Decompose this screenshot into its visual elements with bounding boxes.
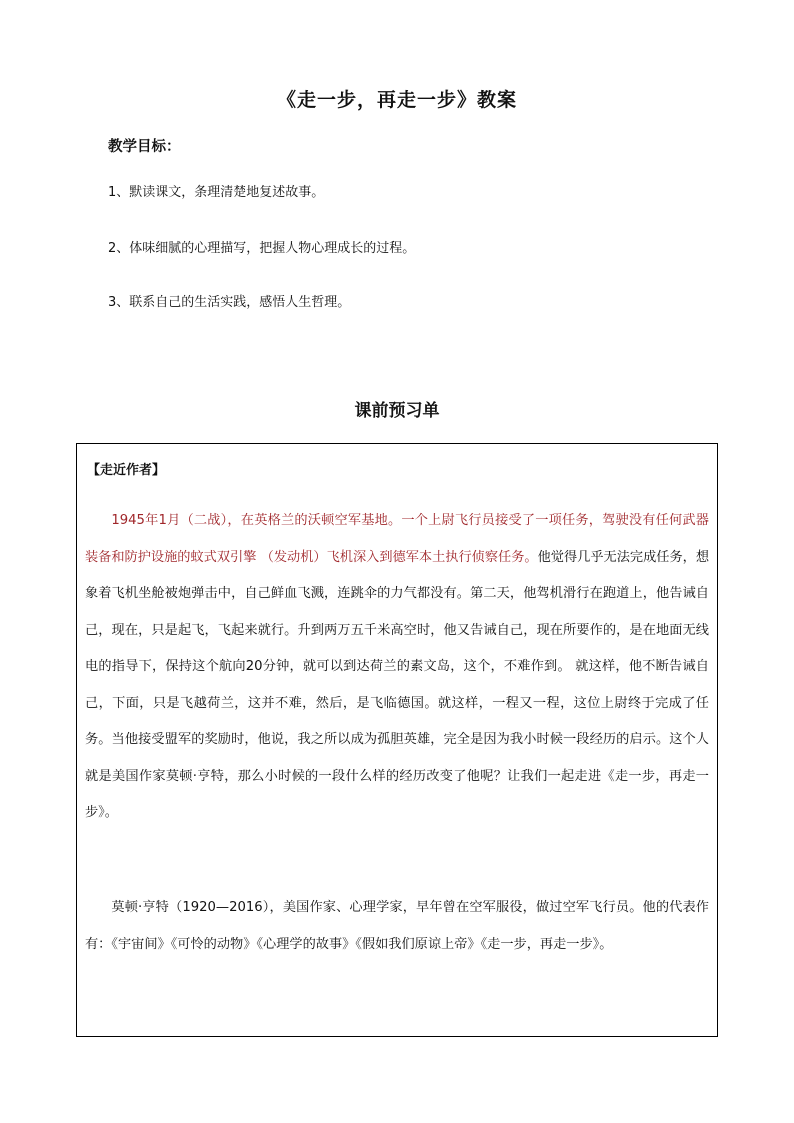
story-paragraph	[85, 503, 709, 832]
author-intro-box	[76, 443, 718, 1037]
author-intro-heading: 【走近作者】	[87, 463, 166, 478]
preview-section-title: 课前预习单	[354, 401, 440, 421]
objective-item-2: 2、体味细腻的心理描写，把握人物心理成长的过程。	[108, 241, 416, 256]
objective-item-1: 1、默读课文，条理清楚地复述故事。	[108, 185, 325, 200]
story-paragraph-body: 他觉得几乎无法完成任务，想象着飞机坐舱被炮弹击中，自己鲜血飞溅，连跳伞的力气都没有。第二天，他驾机滑行在跑道上，他告诫自己，现在，只是起飞，飞起来就行。升到两万五千米高空时，他又告诫自己，现在所要作的，是在地面无线电的指导下，保持这个航向20分钟，就可以到达荷兰的素文岛，这个，不难作到。 就这样，他不断告诫自己，下面，只是飞越荷兰，这并不难，然后，是飞临德国。就这样，一程又一程，这位上尉终于完成了任务。当他接受盟军的奖励时，他说，我之所以成为孤胆英雄，完全是因为我小时候一段经历的启示。这个人就是美国作家莫顿·亨特，那么小时候的一段什么样的经历改变了他呢？让我们一起走进《走一步，再走一步》。	[85, 549, 710, 820]
author-bio-paragraph: 莫顿·亨特（1920—2016），美国作家、心理学家，早年曾在空军服役，做过空军飞行员。他的代表作有：《宇宙间》《可怜的动物》《心理学的故事》《假如我们原谅上帝》《走一步，再走一步》。	[85, 900, 709, 952]
story-paragraph-highlight: 1945年1月（二战），在英格兰的沃顿空军基地。一个上尉飞行员接受了一项任务，驾驶没有任何武器装备和防护设施的蚊式双引擎 （发动机）飞机深入到德军本土执行侦察任务。	[85, 513, 709, 565]
document-title: 《走一步，再走一步》教案	[276, 89, 517, 111]
objective-item-3: 3、联系自己的生活实践，感悟人生哲理。	[108, 295, 351, 310]
objectives-heading: 教学目标：	[108, 139, 181, 155]
